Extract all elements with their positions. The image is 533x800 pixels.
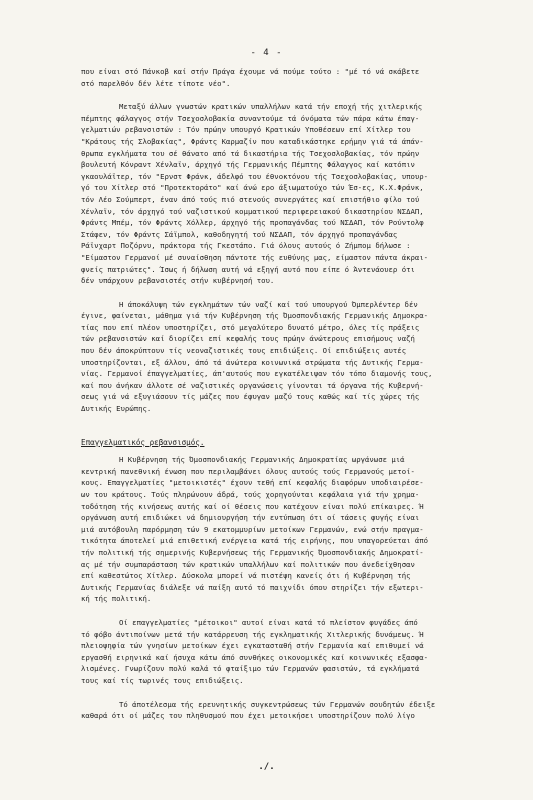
text-line: λισμένες. Γνωρίζουν πολύ καλά τό φταίξιμο τών Γερμανών φασιστών, τά εγκλήματά (81, 664, 420, 674)
text-line: Μεταξύ άλλων γνωστών κρατικών υπαλλήλων κατά τήν εποχή τής χιτλερικής (119, 102, 423, 112)
text-line: ας μέ τήν συμπαράσταση τών κρατικών υπαλλήλων καί πολιτικών που άνεδείχθησαν (81, 559, 415, 569)
text-line: δέν υπάρχουν ρεβανσιστές στήν κυβέρνησή του. (81, 276, 275, 286)
text-line: γκαουλάϊτερ, τόν "Ερνστ Φράνκ, άδελφό του έθνοκτόνου τής Τσεχοσλοβακίας, υπουρ- (81, 171, 429, 181)
text-line: γελματιών ρεβανσιστών : Τόν πρώην υπουργό Κρατικών Υποθέσεων επί Χίτλερ του (81, 125, 411, 135)
text-line: που δέν άποκρύπτουν τίς νεοναζιστικές τους επιδιώξεις. Οί επιδιώξεις αυτές (81, 346, 407, 356)
text-line: τό φόβο άντιποίνων μετά τήν κατάρρευση τής εγκληματικής Χιτλερικής δυνάμεως. Ή (81, 629, 424, 639)
text-line: τόν Λέο Σούμπερτ, έναν άπό τούς πιό στενούς συνεργάτες καί επιστήθιο φίλο τού (81, 194, 420, 204)
text-line: Η Κυβέρνηση τής Όμοσπονδιακής Γερμανικής Δημοκρατίας ωργάνωσε μιά (119, 455, 405, 465)
text-line: "Κράτους τής Σλοβακίας", Φράντς Καρμαζίν που καταδικάστηκε ερήμην γιά τά άπάν- (81, 136, 424, 146)
text-line: τικότητα άποτελεί μιά επιθετική ενέργεια κατά τής ειρήνης, που υπαγορεύεται άπό (81, 536, 429, 546)
text-line: πλειοψηφία τών γνησίων μετοίκων έχει εγκατασταθή στήν Γερμανία καί επιθυμεί νά (81, 641, 424, 651)
continuation-mark: ./. (258, 762, 275, 772)
text-line: Τό άποτέλεσμα τής ερευνητικής συγκεντρώσεως τών Γερμανών σουδητών έδειξε (119, 699, 436, 709)
text-line: γό του Χίτλερ στό "Προτεκτοράτο" καί άνώ ερο άξιωματούχο τών Έσ-ες, Κ.Χ.Φράνκ, (81, 183, 424, 193)
text-line: τήν πολιτική τής σημερινής Κυβερνήσεως τής Γερμανικής Όμοσπονδιακής Δημοκρατί- (81, 547, 424, 557)
text-line: επί καθεστώτος Χίτλερ. Δύσκολα μπορεί νά πιστέψη κανείς ότι ή Κυβέρνηση τής (81, 571, 411, 581)
text-line: εργασθή ειρηνικά καί ήσυχα κάτω άπό συνθήκες οικονομικές καί κοινωνικές εξασφα- (81, 652, 429, 662)
text-line: τους καί τίς τωρινές τους επιδιώξεις. (81, 675, 244, 685)
text-line: πέμπτης φάλαγγος στήν Τσεχοσλοβακία συναντούμε τά όνόματα τών πάρα κάτω έπαγ- (81, 113, 420, 123)
page-number: - 4 - (250, 48, 283, 58)
document-body (81, 66, 495, 728)
text-line: Η άποκάλυψη τών εγκλημάτων τών ναζί καί τού υπουργού Όμπερλέντερ δέν (119, 299, 418, 309)
section-heading: Επαγγελματικός ρεβανσισμός. (81, 437, 205, 447)
text-line: νίας. Γερμανοί έπαγγελματίες, άπ'αυτούς που εγκατέλειψαν τόν τόπο διαμονής τους, (81, 369, 433, 379)
text-line: Φράντς Μπέμ, τόν Φράντς Χόλλερ, άρχηγό τής προπαγάνδας τού ΝΣΔΑΠ, τόν Ρούντολφ (81, 218, 424, 228)
text-line: Οί επαγγελματίες "μέτοικοι" αυτοί είναι κατά τό πλείστον φυγάδες άπό (119, 617, 418, 627)
paragraph-6 (81, 699, 495, 722)
text-line: στό παρελθόν δέν λέτε τίποτε νέο". (81, 78, 231, 88)
text-line: τοδότηση τής κινήσεως αυτής καί οί θέσεις που κατέχουν είναι πολύ επίκαιρες. Ή (81, 501, 424, 511)
text-line: Στάφεν, τόν Φράντς Σάϊμπολ, καθοδηγητή τού ΝΣΔΑΠ, τόν άρχηγό προπαγάνδας (81, 229, 398, 239)
text-line: βουλευτή Κόνραντ Χένλαϊν, άρχηγό τής Γερμανικής Πέμπτης Φάλαγγος καί κατόπιν (81, 160, 415, 170)
text-line: που είναι στό Πάνκοβ καί στήν Πράγα έχουμε νά πούμε τούτο : "μέ τό νά σκάβετε (81, 67, 420, 76)
text-line: ων του κράτους. Τούς πληρώνουν άδρά, τούς χορηγούνται κεφάλαια γιά τήν χρημα- (81, 490, 420, 499)
text-line: οργάνωση αυτή επιδιώκει νά δημιουργήση τήν εντύπωση ότι οί τάσεις φυγής είναι (81, 513, 420, 523)
text-line: καί που άνήκαν άλλοτε σέ ναζιστικές οργανώσεις γίνονται τά όργανα τής Κυβερνή- (81, 380, 424, 390)
text-line: θρωπα εγκλήματα του σέ θάνατο από τά δικαστήρια τής Τσεχοσλοβακίας, τόν πρώην (81, 148, 420, 158)
paragraph-4 (81, 454, 495, 605)
text-line: τίας που επί πλέον υποστηρίζει, στό μεγαλύτερο δυνατό μέτρο, όλες τίς πράξεις (81, 322, 420, 332)
text-line: Χένλαϊν, τόν άρχηγό τού ναζιστικού κομματικού περιφερειακού δικαστηρίου ΝΣΔΑΠ, (81, 206, 424, 216)
text-line: κεντρική πανεθνική ένωση που περιλαμβάνει όλους αυτούς τούς Γερμανούς μετοί- (81, 466, 415, 476)
paragraph-2 (81, 101, 495, 287)
text-line: Δυτικής Γερμανίας διάλεξε νά παίξη αυτό τό παιχνίδι όπου στηρίζει τήν εξωτερι- (81, 582, 424, 592)
text-line: φνείς πατριώτες". Ίσως ή δήλωση αυτή νά εξηγή αυτό που είπε ό Άντενάουερ ότι (81, 264, 415, 274)
text-line: υποστηρίζονται, εξ άλλου, άπό τά άνώτερα κοινωνικά στρώματα τής Δυτικής Γερμα- (81, 357, 424, 367)
paragraph-3 (81, 299, 495, 415)
paragraph-5 (81, 617, 495, 687)
text-line: κή τής πολιτική. (81, 594, 152, 604)
text-line: Δυτικής Ευρώπης. (81, 404, 152, 414)
text-line: Ράϊνχαρτ Ποζόρνυ, πράκτορα τής Γκεστάπο. Γιά όλους αυτούς ό Ζήμπομ δήλωσε : (81, 241, 411, 251)
text-line: σεως γιά νά εξυγιάσουν τίς μάζες που έφυγαν μαζύ τους καθώς καί τίς χώρες τής (81, 392, 420, 402)
text-line: μιά αυτόβουλη παρόρμηση τών 9 εκατομμυρίων μετοίκων Γερμανών, ενώ στήν πραγμα- (81, 524, 424, 534)
paragraph-1 (81, 66, 495, 89)
text-line: έγινε, φαίνεται, μάθημα γιά τήν Κυβέρνηση τής Όμοσπονδιακής Γερμανικής Δημοκρα- (81, 311, 429, 321)
text-line: τών ρεβανσιστών καί διορίζει επί κεφαλής τους πρώην άνώτερους επισήμους ναζή (81, 334, 415, 344)
text-line: καθαρά ότι οί μάζες του πληθυσμού που έχει μετοικήσει υποστηρίζουν πολύ λίγο (81, 711, 415, 721)
text-line: κους. Επαγγελματίες "μετοικιστές" έχουν τεθή επί κεφαλής διαφόρων υποδιαιρέσε- (81, 478, 424, 488)
text-line: "Είμαστον Γερμανοί μέ συναίσθηση πάντοτε τής ευθύνης μας, είμαστον πάντα άκραι- (81, 252, 429, 262)
